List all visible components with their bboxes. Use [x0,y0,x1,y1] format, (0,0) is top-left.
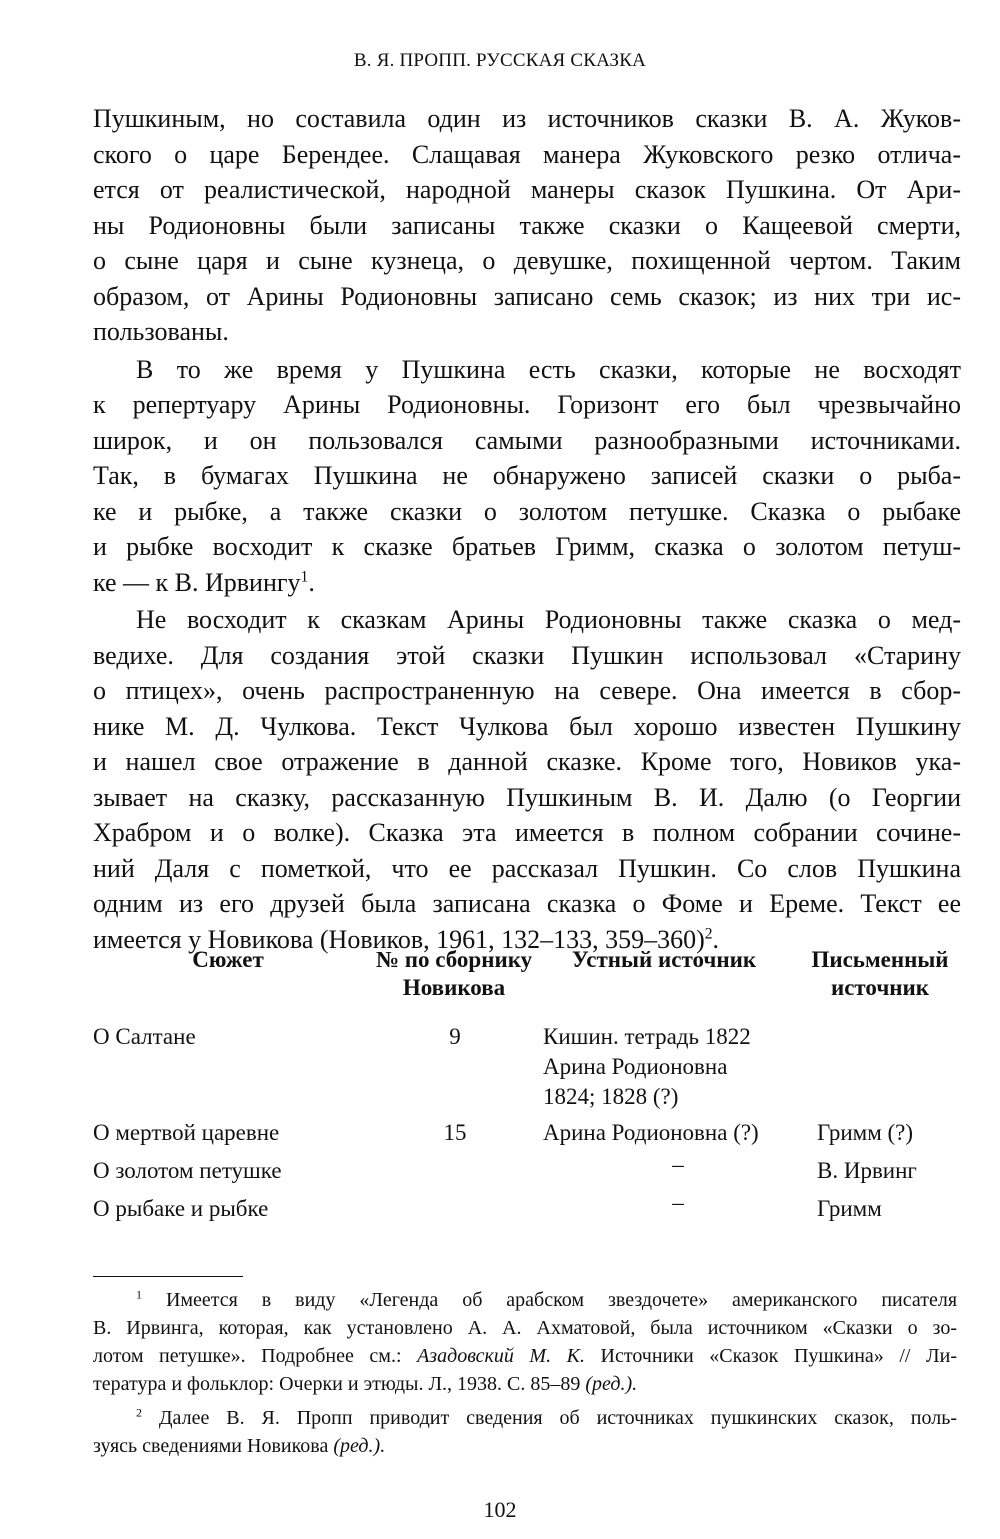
text-line: ведихе. Для создания этой сказки Пушкин использовал «Старину [93,640,961,670]
text-line: ке — к В. Ирвингу$^1$. [93,567,315,597]
text-line: имеется у Новикова (Новиков, 1961, 132–133, 359–360)$^2$. [93,924,720,954]
header-written-source: Письменный источник [811,947,949,1000]
table-cell-written: Гримм (?) [817,1120,914,1145]
text-line: нике М. Д. Чулкова. Текст Чулкова был хорошо известен Пушкину [93,711,961,741]
text-line: Пушкиным, но составила один из источников сказки В. А. Жуков- [93,104,961,133]
header-number: № по сборнику Новикова [375,947,533,1000]
text-line: ского о царе Берендее. Слащавая манера Жуковского резко отлича- [93,139,961,169]
footnotes [93,1286,957,1460]
table-cell-oral-dash: – [672,1190,684,1215]
table-cell-written: В. Ирвинг [817,1158,917,1183]
table-cell-plot: О мертвой царевне [93,1120,280,1145]
footnote-2-line: зуясь сведениями Новикова (ред.). [93,1435,386,1457]
footnote-2-line: $^2$ Далее В. Я. Пропп приводит сведения об источниках пушкинских сказок, поль- [136,1405,957,1429]
table-cell-number: 9 [449,1024,461,1049]
text-line: о птицех», очень распространенную на севере. Она имеется в сбор- [93,676,961,705]
text-line: образом, от Арины Родионовны записано семь сказок; из них три ис- [93,281,961,311]
text-line: ны Родионовны были записаны также сказки о Кащеевой смерти, [93,210,961,240]
text-line: Храбром и о волке). Сказка эта имеется в полном собрании сочине- [93,818,961,847]
table-cell-number: 15 [443,1120,467,1145]
text-line: зывает на сказку, рассказанную Пушкиным В. И. Далю (о Георгии [93,782,961,812]
footnote-1-line: лотом петушке». Подробнее см.: Азадовский М. К. Источники «Сказок Пушкина» // Ли- [93,1345,957,1367]
table-cell-plot: О золотом петушке [93,1158,282,1183]
running-header: В. Я. ПРОПП. РУССКАЯ СКАЗКА [353,50,647,71]
table-cell-oral: Арина Родионовна (?) [543,1120,759,1145]
page-number: 102 [483,1497,517,1522]
text-line: ний Даля с пометкой, что ее рассказал Пушкин. Со слов Пушкина [93,853,961,883]
main-text [93,101,961,957]
text-line: широк, и он пользовался самыми разнообразными источниками. [93,425,961,455]
footnote-divider [93,1276,243,1277]
text-line: и нашел свое отражение в данной сказке. Кроме того, Новиков ука- [93,747,961,776]
paragraph-first-line: В то же время у Пушкина есть сказки, которые не восходят [136,354,961,384]
footnote-ref-2[interactable]: 2 [704,924,713,942]
header-plot: Сюжет [192,947,264,972]
table-cell-plot: О Салтане [93,1024,196,1049]
text-line: о сыне царя и сыне кузнеца, о девушке, похищенной чертом. Таким [93,246,961,275]
paragraph-first-line: Не восходит к сказкам Арины Родионовны также сказка о мед- [136,605,961,634]
text-line: одним из его друзей была записана сказка о Фоме и Ереме. Текст ее [93,889,961,918]
table-cell-plot: О рыбаке и рыбке [93,1196,269,1221]
text-line: и рыбке восходит к сказке братьев Гримм, сказка о золотом петуш- [93,532,961,561]
header-oral-source: Устный источник [571,947,757,972]
text-line: ке и рыбке, а также сказки о золотом петушке. Сказка о рыбаке [93,496,961,526]
text-line: Так, в бумагах Пушкина не обнаружено записей сказки о рыба- [93,461,961,490]
footnote-1-line: тература и фольклор: Очерки и этюды. Л., 1938. С. 85–89 (ред.). [93,1373,638,1395]
text-line: пользованы. [93,317,229,346]
table-cell-oral: Кишин. тетрадь 1822 Арина Родионовна 1824; 1828 (?) [543,1024,751,1109]
footnote-ref-1[interactable]: 1 [300,567,309,585]
footnote-1-line: В. Ирвинга, которая, как установлено А. А. Ахматовой, была источником «Сказки о зо- [93,1317,957,1339]
text-line: ется от реалистической, народной манеры сказок Пушкина. От Ари- [93,175,961,204]
table-cell-oral-dash: – [672,1152,684,1177]
text-line: к репертуару Арины Родионовны. Горизонт его был чрезвычайно [93,390,961,419]
table-cell-written: Гримм [817,1196,882,1221]
footnote-1-line: $^1$ Имеется в виду «Легенда об арабском звездочете» американского писателя [136,1287,958,1311]
